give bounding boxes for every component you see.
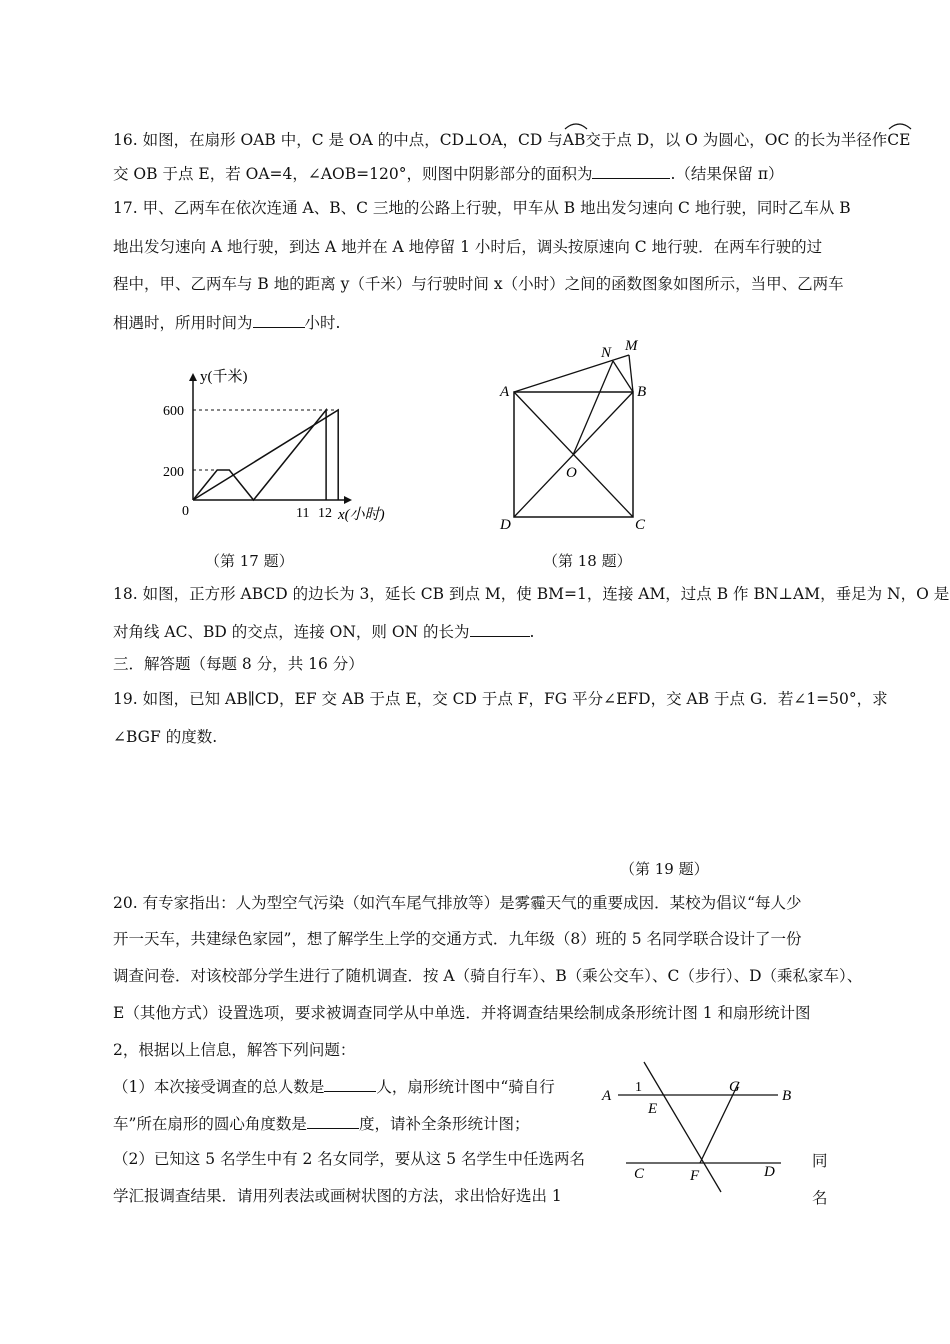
q20-line4: E（其他方式）设置选项，要求被调查同学从中单选．并将调查结果绘制成条形统计图 1 和扇形统计图 [113,1004,811,1022]
q20-part2-line2 [113,1186,562,1206]
q17-text-4a: 相遇时，所用时间为 [113,314,253,332]
segment-am [514,355,629,392]
q20-p2-text-d: 名 [812,1189,828,1207]
x-tick-11: 11 [296,506,310,521]
label-e: E [648,1101,658,1117]
label-c: C [635,517,646,533]
q17-line1: 17. 甲、乙两车在依次连通 A、B、C 三地的公路上行驶，甲车从 B 地出发匀速向 C 地行驶，同时乙车从 B [113,199,851,217]
label-a: A [602,1088,612,1104]
q20-line1: 20. 有专家指出：人为型空气污染（如汽车尾气排放等）是雾霾天气的重要成因．某校为倡议“每人少 [113,894,802,912]
q20-part1-line1 [113,1076,555,1097]
q16-line1 [113,126,910,150]
q20-line5: 2，根据以上信息，解答下列问题： [113,1041,356,1059]
q20-p2-text-b: 同 [812,1152,828,1170]
q20-total-blank[interactable] [324,1076,376,1092]
q18-line2 [113,621,534,642]
angle-1-label: 1 [635,1080,642,1095]
y-axis-label: y(千米) [200,369,248,385]
label-d: D [500,517,511,533]
q17-line2: 地出发匀速向 A 地行驶，到达 A 地并在 A 地停留 1 小时后，调头按原速向 C 地行驶．在两车行驶的过 [113,238,823,256]
q20-part1-line2 [113,1113,529,1134]
segment-on [573,361,613,455]
origin-label: 0 [182,504,189,519]
x-axis-arrow [344,496,352,504]
series-line-1 [193,410,338,500]
arc-ce [887,126,910,150]
label-b: B [782,1088,792,1104]
figure-18-caption: （第 18 题） [543,552,632,570]
q20-p2-text-a: （2）已知这 5 名学生中有 2 名女同学，要从这 5 名学生中任选两名 [113,1150,586,1168]
q18-answer-blank[interactable] [470,621,530,637]
q20-p1-text-c: 车”所在扇形的圆心角度数是 [113,1115,307,1133]
label-n: N [601,345,612,361]
label-o: O [566,465,577,481]
q20-line3: 调查问卷．对该校部分学生进行了随机调查．按 A（骑自行车）、B（乘公交车）、C（步行）、D（乘私家车）、 [113,967,863,985]
label-d: D [764,1164,775,1180]
q17-line3: 程中，甲、乙两车与 B 地的距离 y（千米）与行驶时间 x（小时）之间的函数图象如图所示，当甲、乙两车 [113,275,844,293]
label-a: A [500,384,510,400]
y-tick-600: 600 [163,404,184,419]
q17-line4 [113,312,340,333]
q19-line2: ∠BGF 的度数. [113,728,218,746]
q16-text-1b: 交于点 D，以 O 为圆心，OC 的长为半径作 [585,131,888,149]
q19-line1: 19. 如图，已知 AB∥CD，EF 交 AB 于点 E，交 CD 于点 F，FG 平分∠EFD，交 AB 于点 G．若∠1=50°，求 [113,690,888,708]
y-axis-arrow [189,373,197,381]
label-c: C [634,1166,645,1182]
q20-part2-line1 [113,1149,585,1169]
q16-line2 [113,163,784,184]
q18-text-2b: . [529,623,535,641]
q17-answer-blank[interactable] [253,312,305,328]
q16-text-2a: 交 OB 于点 E，若 OA=4，∠AOB=120°，则图中阴影部分的面积为 [113,165,593,183]
q20-line2: 开一天车，共建绿色家园”，想了解学生上学的交通方式．九年级（8）班的 5 名同学联合设计了一份 [113,930,802,948]
x-axis-label: x(小时) [338,507,385,523]
figure-17-graph [160,355,410,535]
arc-ab-label: AB [562,131,586,149]
label-f: F [690,1168,700,1184]
x-tick-12: 12 [318,506,332,521]
label-m: M [625,338,638,354]
q20-angle-blank[interactable] [307,1113,359,1129]
q17-text-4b: 小时. [304,314,341,332]
q18-text-2a: 对角线 AC、BD 的交点，连接 ON，则 ON 的长为 [113,623,470,641]
q20-p2-text-c: 学汇报调查结果．请用列表法或画树状图的方法，求出恰好选出 1 [113,1187,562,1205]
q20-p1-text-a: （1）本次接受调查的总人数是 [113,1078,325,1096]
series-line-2 [193,410,326,500]
q20-p1-text-d: 度，请补全条形统计图； [358,1115,530,1133]
label-g: G [729,1079,740,1095]
line-ef [644,1062,721,1192]
arc-ab [563,126,586,150]
q18-line1: 18. 如图，正方形 ABCD 的边长为 3，延长 CB 到点 M，使 BM=1，连接 AM，过点 B 作 BN⊥AM，垂足为 N，O 是 [113,585,950,603]
y-tick-200: 200 [163,465,184,480]
figure-19-diagram [596,1060,806,1200]
q16-text-2b: .（结果保留 π） [670,165,784,183]
q16-answer-blank[interactable] [592,163,670,179]
label-b: B [637,384,647,400]
figure-19-caption: （第 19 题） [620,860,709,878]
section-3-title: 三．解答题（每题 8 分，共 16 分） [113,655,364,673]
figure-17-caption: （第 17 题） [205,552,294,570]
q20-p1-text-b: 人，扇形统计图中“骑自行 [376,1078,555,1096]
figure-18-diagram [495,335,655,535]
q16-text-1a: 16. 如图，在扇形 OAB 中，C 是 OA 的中点，CD⊥OA，CD 与 [113,131,563,149]
arc-ce-label: CE [887,131,911,149]
